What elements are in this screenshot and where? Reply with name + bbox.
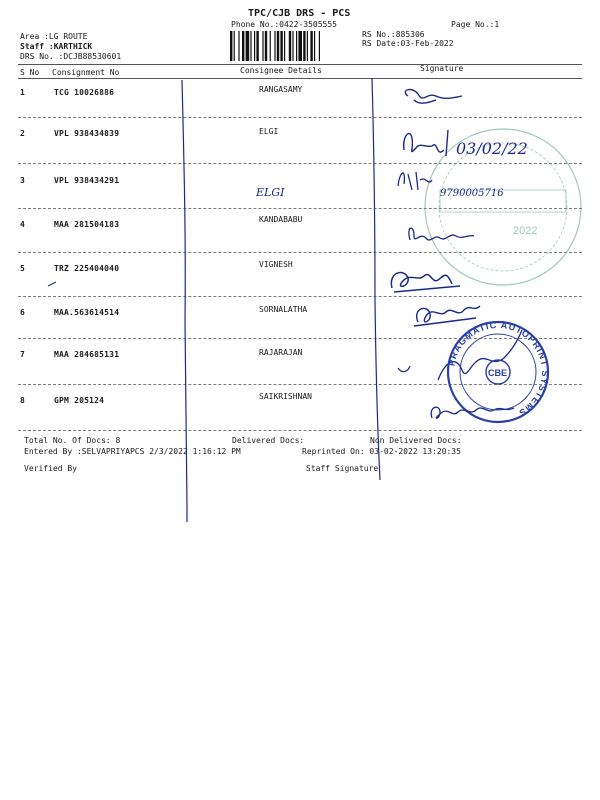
consignee-name: SAIKRISHNAN	[259, 392, 312, 401]
row-sno: 6	[20, 308, 25, 317]
staff-signature-label: Staff Signature	[306, 464, 379, 473]
staff-field: Staff :KARTHICK	[20, 42, 93, 51]
signature-row-5	[391, 273, 460, 292]
row-sno: 8	[20, 396, 25, 405]
consignment-number: VPL 938434291	[54, 176, 120, 185]
consignment-number: MAA 284685131	[54, 350, 120, 359]
non-delivered-docs: Non Delivered Docs:	[370, 436, 462, 445]
row-sno: 4	[20, 220, 25, 229]
consignee-name: RANGASAMY	[259, 85, 303, 94]
signature-row-6	[414, 306, 480, 326]
consignment-number: TCG 10026886	[54, 88, 115, 97]
stamp-date: 2022	[513, 225, 538, 237]
entered-by: Entered By :SELVAPRIYAPCS 2/3/2022 1:16:12 PM	[24, 447, 241, 456]
handwritten-consignee-name: ELGI	[256, 186, 285, 199]
row-sno: 3	[20, 176, 25, 185]
rs-date: RS Date:03-Feb-2022	[362, 39, 454, 48]
column-header-consignee: Consignee Details	[240, 66, 322, 75]
reprinted-on: Reprinted On: 03-02-2022 13:20:35	[302, 447, 461, 456]
consignee-name: RAJARAJAN	[259, 348, 303, 357]
consignment-number: MAA.563614514	[54, 308, 120, 317]
hand-drawn-column-line-left	[182, 80, 187, 522]
consignee-name: SORNALATHA	[259, 305, 308, 314]
signature-date: 03/02/22	[456, 139, 528, 158]
rs-number: RS No.:885306	[362, 30, 425, 39]
signature-row-8	[431, 407, 514, 418]
phone-number: Phone No.:0422-3505555	[231, 20, 337, 29]
row-sno: 5	[20, 264, 25, 273]
stamp-arc-text: PRAGMATIC AUTOPRINT SYSTEMS	[446, 319, 551, 419]
document-title: TPC/CJB DRS - PCS	[248, 8, 351, 19]
consignee-name: KANDABABU	[259, 215, 303, 224]
row-sno: 7	[20, 350, 25, 359]
row-sno: 2	[20, 129, 25, 138]
signature-row-3	[398, 172, 432, 190]
consignment-number: VPL 938434839	[54, 129, 120, 138]
consignee-name: ELGI	[259, 127, 279, 136]
signature-row-4	[409, 228, 474, 240]
consignment-number: MAA 281504183	[54, 220, 120, 229]
column-header-signature: Signature	[420, 64, 464, 73]
consignee-name: VIGNESH	[259, 260, 293, 269]
stray-pen-mark	[48, 282, 56, 286]
verified-by: Verified By	[24, 464, 77, 473]
hand-drawn-column-line-right	[372, 78, 380, 480]
column-header-consignment: Consignment No	[52, 68, 120, 77]
area-field: Area :LG ROUTE	[20, 32, 88, 41]
delivered-docs: Delivered Docs:	[232, 436, 305, 445]
signature-row-2	[404, 130, 448, 156]
drs-number: DRS No. :DCJB88530601	[20, 52, 122, 61]
column-header-sno: S No	[20, 68, 40, 77]
consignment-number: GPM 205124	[54, 396, 105, 405]
row-sno: 1	[20, 88, 25, 97]
total-docs: Total No. Of Docs: 8	[24, 436, 121, 445]
handwritten-phone: 9790005716	[440, 188, 504, 199]
signature-row-1	[405, 90, 462, 104]
consignment-number: TRZ 225404040	[54, 264, 120, 273]
signature-row-7	[398, 366, 410, 372]
page-number: Page No.:1	[451, 20, 500, 29]
stamp-center-text: CBE	[488, 368, 508, 378]
